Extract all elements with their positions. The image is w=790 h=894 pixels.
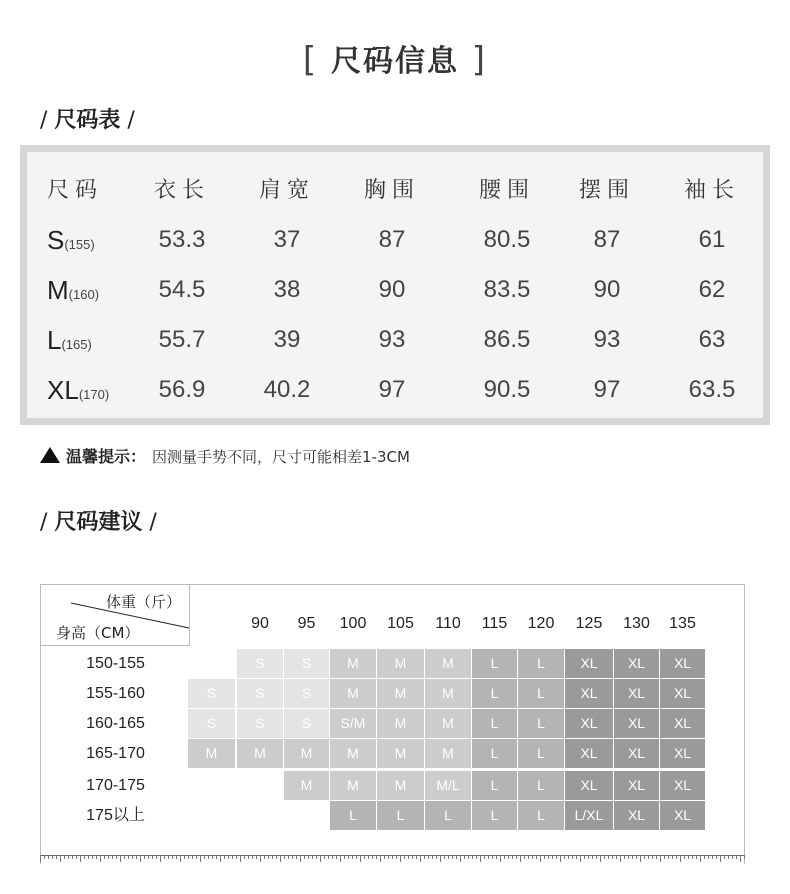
- size-cell: S: [284, 649, 329, 678]
- measurement-value: 40.2: [263, 376, 311, 403]
- size-code: L: [47, 325, 62, 355]
- measurement-value: 83.5: [483, 276, 531, 303]
- size-cell: M: [330, 679, 376, 708]
- size-cell: M: [377, 771, 424, 800]
- measurement-value: 62: [698, 276, 726, 303]
- weight-header: 135: [669, 615, 696, 632]
- size-cell: M: [284, 739, 329, 768]
- size-cell: L: [518, 771, 564, 800]
- size-cell: XL: [614, 771, 659, 800]
- measurement-value: 87: [378, 226, 406, 253]
- size-height: (165): [61, 337, 92, 352]
- height-axis-label: 身高（CM）: [56, 624, 140, 642]
- size-label: [47, 265, 127, 315]
- size-cell: M: [188, 739, 235, 768]
- size-cell: XL: [565, 709, 613, 738]
- weight-header: 115: [481, 615, 508, 632]
- size-cell: S: [284, 709, 329, 738]
- height-range: 150-155: [86, 655, 145, 672]
- size-cell: XL: [614, 679, 659, 708]
- measurement-value: 63.5: [688, 376, 736, 403]
- size-table: [20, 145, 770, 425]
- size-table-heading-text: 尺码表: [54, 108, 121, 133]
- size-height: (160): [68, 287, 100, 302]
- measurement-value: 93: [378, 326, 406, 353]
- size-cell: L: [472, 771, 517, 800]
- size-cell: XL: [660, 709, 705, 738]
- size-recommendation-heading-text: 尺码建议: [54, 510, 143, 535]
- weight-header: 105: [387, 615, 414, 632]
- size-cell: L: [518, 679, 564, 708]
- size-cell: XL: [614, 739, 659, 768]
- size-cell: XL: [660, 801, 705, 830]
- size-cell: XL: [660, 679, 705, 708]
- size-table-header-cell: 袖长: [683, 178, 740, 203]
- measurement-value: 86.5: [483, 326, 531, 353]
- height-range: 165-170: [86, 745, 145, 762]
- tip-label: 温馨提示：: [66, 447, 147, 466]
- size-cell: L: [518, 709, 564, 738]
- size-label: [47, 315, 127, 365]
- size-table-row: [27, 265, 763, 315]
- bracket-right: ]: [459, 40, 488, 80]
- size-table-header-cell: 胸围: [363, 178, 420, 203]
- size-cell: XL: [614, 709, 659, 738]
- size-cell: M/L: [425, 771, 471, 800]
- size-label: [47, 365, 127, 415]
- size-table-header-cell: 肩宽: [258, 178, 315, 203]
- measurement-value: 55.7: [158, 326, 206, 353]
- size-cell: S/M: [330, 709, 376, 738]
- measurement-value: 97: [593, 376, 621, 403]
- measurement-value: 53.3: [158, 226, 206, 253]
- size-cell: M: [377, 679, 424, 708]
- warning-icon: [40, 447, 60, 463]
- measurement-value: 80.5: [483, 226, 531, 253]
- weight-axis-label: 体重（斤）: [106, 593, 182, 611]
- size-cell: L/XL: [565, 801, 613, 830]
- size-table-header-cell: 腰围: [478, 178, 535, 203]
- size-code: M: [47, 275, 69, 305]
- size-cell: S: [237, 649, 283, 678]
- size-cell: M: [377, 649, 424, 678]
- size-cell: XL: [614, 801, 659, 830]
- size-table-header-row: [27, 166, 763, 216]
- size-cell: L: [377, 801, 424, 830]
- weight-header: 125: [575, 615, 603, 632]
- size-cell: S: [188, 709, 235, 738]
- size-cell: L: [518, 801, 564, 830]
- size-code: S: [47, 225, 65, 255]
- weight-header: 95: [297, 615, 316, 632]
- measurement-value: 90: [378, 276, 406, 303]
- size-cell: XL: [614, 649, 659, 678]
- size-cell: XL: [565, 649, 613, 678]
- height-range: 155-160: [86, 685, 145, 702]
- size-height: (155): [64, 237, 95, 252]
- measurement-value: 37: [273, 226, 301, 253]
- measurement-value: 90.5: [483, 376, 531, 403]
- size-cell: L: [518, 649, 564, 678]
- measurement-value: 97: [378, 376, 406, 403]
- weight-header: 120: [527, 615, 555, 632]
- size-cell: L: [472, 649, 517, 678]
- size-cell: L: [425, 801, 471, 830]
- bracket-left: [: [302, 40, 331, 80]
- measurement-value: 38: [273, 276, 301, 303]
- size-table-row: [27, 215, 763, 265]
- measurement-value: 90: [593, 276, 621, 303]
- measurement-value: 39: [273, 326, 301, 353]
- size-cell: M: [237, 739, 283, 768]
- measurement-value: 93: [593, 326, 621, 353]
- size-recommendation-chart: [40, 584, 745, 864]
- size-cell: L: [518, 739, 564, 768]
- tip-text: 因测量手势不同，尺寸可能相差1-3CM: [152, 448, 410, 466]
- height-range: 170-175: [86, 777, 145, 794]
- weight-header: 110: [435, 615, 461, 632]
- ruler-decoration: [40, 855, 745, 867]
- measurement-value: 54.5: [158, 276, 206, 303]
- page-title-text: 尺码信息: [331, 44, 459, 79]
- size-cell: M: [330, 649, 376, 678]
- size-cell: M: [330, 771, 376, 800]
- measurement-value: 56.9: [158, 376, 206, 403]
- tip-note: [40, 444, 410, 467]
- size-cell: L: [472, 739, 517, 768]
- corner-header: [41, 585, 190, 646]
- size-cell: S: [237, 679, 283, 708]
- size-cell: M: [284, 771, 329, 800]
- size-label: [47, 215, 127, 265]
- size-table-header-cell: 衣长: [153, 178, 210, 203]
- height-range: 175以上: [86, 807, 145, 824]
- size-code: XL: [47, 375, 79, 405]
- size-cell: M: [330, 739, 376, 768]
- size-cell: XL: [565, 679, 613, 708]
- size-height: (170): [78, 387, 110, 402]
- size-cell: M: [425, 739, 471, 768]
- height-range: 160-165: [86, 715, 145, 732]
- weight-header: 100: [339, 615, 367, 632]
- size-cell: L: [330, 801, 376, 830]
- size-table-row: [27, 315, 763, 365]
- size-table-row: [27, 365, 763, 415]
- weight-header: 90: [251, 615, 269, 632]
- size-table-header-cell: 摆围: [578, 178, 635, 203]
- size-cell: XL: [660, 771, 705, 800]
- size-cell: XL: [565, 771, 613, 800]
- size-cell: M: [377, 709, 424, 738]
- size-recommendation-heading: / 尺码建议 /: [40, 510, 157, 535]
- size-cell: S: [237, 709, 283, 738]
- size-cell: XL: [565, 739, 613, 768]
- size-cell: M: [377, 739, 424, 768]
- page-title: [0, 36, 790, 80]
- size-cell: XL: [660, 739, 705, 768]
- size-cell: M: [425, 679, 471, 708]
- size-cell: S: [188, 679, 235, 708]
- measurement-value: 61: [698, 226, 726, 253]
- size-cell: L: [472, 801, 517, 830]
- size-table-heading: / 尺码表 /: [40, 108, 135, 133]
- size-cell: L: [472, 709, 517, 738]
- size-cell: S: [284, 679, 329, 708]
- size-cell: L: [472, 679, 517, 708]
- size-cell: M: [425, 649, 471, 678]
- size-cell: M: [425, 709, 471, 738]
- measurement-value: 63: [698, 326, 726, 353]
- measurement-value: 87: [593, 226, 621, 253]
- size-cell: XL: [660, 649, 705, 678]
- size-table-header-cell: 尺码: [47, 178, 104, 203]
- weight-header: 130: [623, 615, 650, 632]
